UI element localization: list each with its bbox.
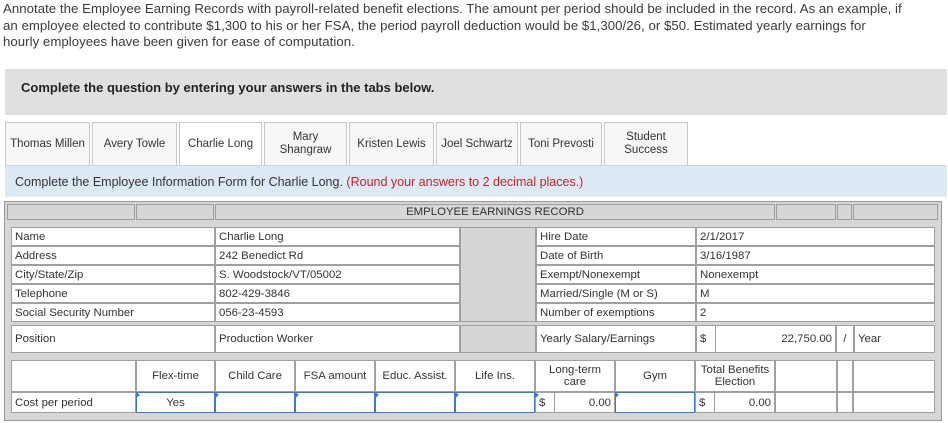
label-text: Number of exemptions <box>540 306 655 319</box>
label-address <box>11 246 215 265</box>
input-marker-icon <box>615 392 619 398</box>
value-text: 3/16/1987 <box>700 249 751 262</box>
ltc-amount: 0.00 <box>588 396 611 409</box>
employee-earnings-record <box>4 201 942 421</box>
label-text: Hire Date <box>540 230 589 243</box>
label-city-state-zip <box>11 265 215 284</box>
value-ssn <box>215 303 460 322</box>
value-text: 802-429-3846 <box>219 287 290 300</box>
value-text: Nonexempt <box>700 268 759 281</box>
header-flex-time <box>136 360 215 392</box>
value-name <box>215 227 460 246</box>
label-text: Date of Birth <box>540 249 604 262</box>
label-yearly-salary <box>536 325 696 353</box>
value-address <box>215 246 460 265</box>
input-marker-icon <box>295 392 299 398</box>
header-total-benefits <box>695 360 775 392</box>
cost-row-blank <box>775 392 837 413</box>
value-hire-date <box>696 227 935 246</box>
gym-input[interactable] <box>615 392 695 413</box>
tab-label: Thomas Millen <box>10 137 85 150</box>
value-text: 2/1/2017 <box>700 230 745 243</box>
label-text: Name <box>15 230 46 243</box>
value-text: Charlie Long <box>219 230 284 243</box>
tab-label: Mary Shangraw <box>279 131 332 156</box>
currency-symbol: $ <box>539 396 546 409</box>
benefits-header-blank <box>837 360 853 392</box>
label-text: Address <box>15 249 57 262</box>
label-date-of-birth <box>536 246 696 265</box>
complete-question-bar <box>5 69 947 115</box>
header-educ-assist <box>375 360 455 392</box>
salary-period <box>854 325 935 353</box>
label-telephone <box>11 284 215 303</box>
label-cost-per-period <box>11 392 136 413</box>
salary-amount: 22,750.00 <box>781 333 832 345</box>
value-text: 242 Benedict Rd <box>219 249 304 262</box>
tab-thomas-millen[interactable] <box>5 122 90 166</box>
header-text: Long-term care <box>549 364 601 388</box>
label-text: Yearly Salary/Earnings <box>540 333 655 345</box>
tab-label: Joel Schwartz <box>441 137 513 150</box>
value-text: 056-23-4593 <box>219 306 284 319</box>
educ-assist-input[interactable] <box>375 392 455 413</box>
record-title-text: EMPLOYEE EARNINGS RECORD <box>406 206 584 218</box>
label-hire-date <box>536 227 696 246</box>
value-text: S. Woodstock/VT/05002 <box>219 268 342 281</box>
total-value <box>715 392 775 413</box>
slash: / <box>843 333 847 345</box>
tab-label: Charlie Long <box>187 138 254 150</box>
label-text: Position <box>15 333 56 345</box>
value-text: Production Worker <box>219 333 314 345</box>
value-married-single <box>696 284 935 303</box>
label-ssn <box>11 303 215 322</box>
header-blank <box>7 204 135 220</box>
currency-symbol: $ <box>699 396 706 409</box>
cost-row-blank <box>853 392 935 413</box>
tab-label: Student Success <box>624 131 668 156</box>
input-marker-icon <box>535 392 539 398</box>
label-text: City/State/Zip <box>15 268 84 281</box>
header-blank <box>853 204 938 220</box>
header-text: Educ. Assist. <box>382 370 448 382</box>
input-marker-icon <box>375 392 379 398</box>
header-life-ins <box>455 360 535 392</box>
record-title <box>215 204 775 220</box>
child-care-input[interactable] <box>215 392 295 413</box>
value-telephone <box>215 284 460 303</box>
instruction-text: Complete the Employee Information Form for Charlie Long. <box>15 175 343 189</box>
header-text: Gym <box>642 370 668 382</box>
cost-row-blank <box>837 392 853 413</box>
header-text: FSA amount <box>303 370 367 382</box>
label-text: Cost per period <box>15 396 93 409</box>
instructions-text: Annotate the Employee Earning Records with payroll-related benefit elections. The amount per period should be included in the record. As an example, if an employee elected to contribute $1,300 to his or her FSA, the period payroll deduction would be $1,300/26, or $50. Estimated yearly earnings for hourly employees have been given for ease of computation. <box>3 1 902 49</box>
label-name <box>11 227 215 246</box>
header-text: Life Ins. <box>475 370 515 382</box>
benefits-header-blank <box>775 360 837 392</box>
tab-label: Toni Prevosti <box>528 137 594 150</box>
header-fsa-amount <box>295 360 375 392</box>
tab-student-success[interactable] <box>604 122 688 166</box>
label-text: Exempt/Nonexempt <box>540 268 641 281</box>
value-date-of-birth <box>696 246 935 265</box>
value-city-state-zip <box>215 265 460 284</box>
tab-charlie-long[interactable] <box>179 122 262 167</box>
period-text: Year <box>858 333 882 345</box>
label-text: Telephone <box>15 287 68 300</box>
flex-time-value: Yes <box>166 396 185 409</box>
salary-value <box>716 325 836 353</box>
value-text: M <box>700 287 710 300</box>
value-exempt <box>696 265 935 284</box>
header-gym <box>615 360 695 392</box>
rounding-note: (Round your answers to 2 decimal places.) <box>346 175 584 189</box>
input-marker-icon <box>136 392 140 398</box>
header-blank <box>776 204 836 220</box>
input-marker-icon <box>215 392 219 398</box>
tab-label: Kristen Lewis <box>357 137 426 150</box>
header-text: Flex-time <box>152 370 199 382</box>
label-exemptions <box>536 303 696 322</box>
tab-joel-schwartz[interactable] <box>436 122 518 166</box>
currency-symbol: $ <box>700 333 707 345</box>
header-long-term-care <box>535 360 615 392</box>
complete-question-text: Complete the question by entering your answers in the tabs below. <box>21 80 435 95</box>
form-instruction <box>15 175 583 189</box>
separator-column <box>460 325 536 353</box>
header-blank <box>837 204 852 220</box>
label-married-single <box>536 284 696 303</box>
total-currency <box>695 392 715 413</box>
label-position <box>11 325 215 353</box>
benefits-header-blank <box>853 360 935 392</box>
label-exempt <box>536 265 696 284</box>
form-instruction-bar <box>5 165 947 197</box>
header-text: Total Benefits Election <box>700 364 770 388</box>
tab-avery-towle[interactable] <box>92 122 177 166</box>
tab-label: Avery Towle <box>103 137 166 150</box>
salary-separator <box>836 325 854 353</box>
header-text: Child Care <box>228 370 282 382</box>
salary-currency <box>696 325 716 353</box>
tab-kristen-lewis[interactable] <box>349 122 434 166</box>
label-text: Social Security Number <box>15 306 135 319</box>
tab-toni-prevosti[interactable] <box>520 122 602 166</box>
label-text: Married/Single (M or S) <box>540 287 658 300</box>
value-exemptions <box>696 303 935 322</box>
ltc-value <box>555 392 615 413</box>
header-child-care <box>215 360 295 392</box>
flex-time-input[interactable] <box>136 392 215 413</box>
benefits-header-blank <box>11 360 136 392</box>
header-blank <box>136 204 214 220</box>
fsa-amount-input[interactable] <box>295 392 375 413</box>
input-marker-icon <box>455 392 459 398</box>
value-text: 2 <box>700 306 707 319</box>
total-amount: 0.00 <box>748 396 771 409</box>
tab-mary-shangraw[interactable] <box>264 122 347 166</box>
separator-column <box>460 227 536 322</box>
value-position <box>215 325 460 353</box>
life-ins-input[interactable] <box>455 392 535 413</box>
